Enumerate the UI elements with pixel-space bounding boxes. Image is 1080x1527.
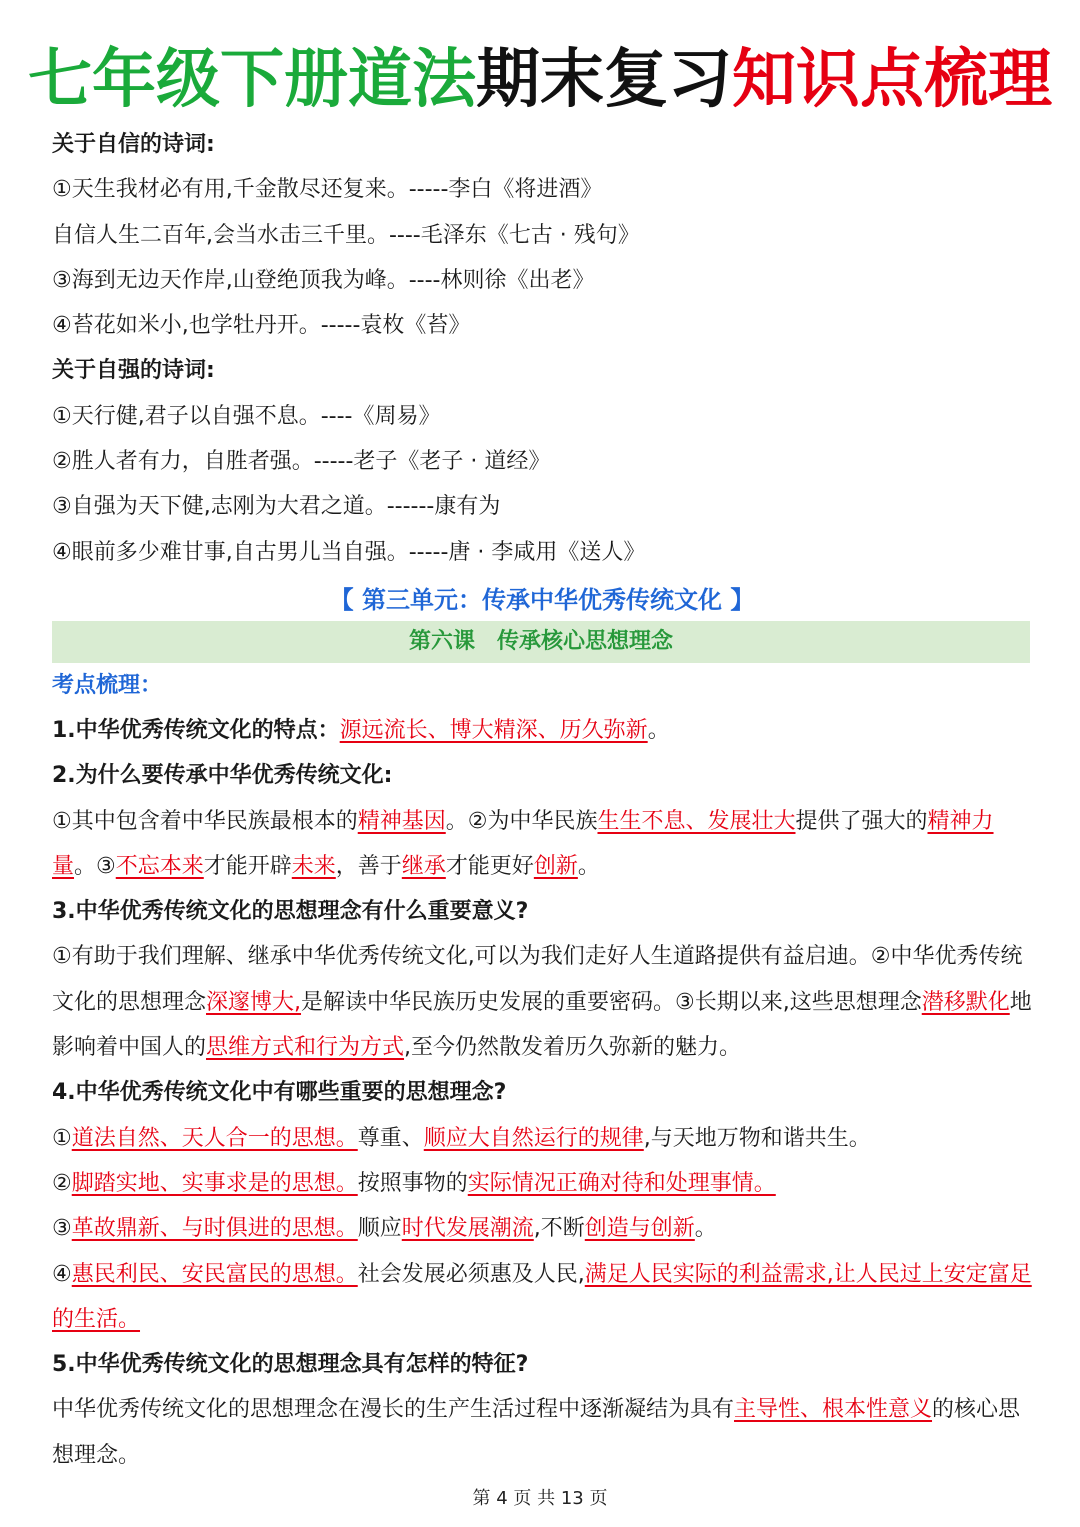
text: ①有助于我们理解、继承中华优秀传统文化,可以为我们走好人生道路提供有益启迪。②中华优秀传统文化的思想理念	[52, 944, 1023, 1015]
text: 提供了强大的	[795, 808, 928, 834]
item-number: ②	[52, 1170, 72, 1196]
text: 是解读中华民族历史发展的重要密码。③长期以来,这些思想理念	[301, 989, 922, 1015]
poem-line: ③海到无边天作岸,山登绝顶我为峰。----林则徐《出老》	[52, 267, 595, 293]
kaodian-label: 考点梳理：	[52, 672, 163, 698]
text: 社会发展必须惠及人民,	[357, 1261, 585, 1287]
poem-line: ④眼前多少难甘事,自古男儿当自强。-----唐 · 李咸用《送人》	[52, 539, 646, 565]
highlight: 继承	[401, 853, 446, 879]
text: ,与天地万物和谐共生。	[643, 1125, 871, 1151]
highlight: 创造与创新	[584, 1216, 695, 1242]
text: 顺应	[357, 1216, 402, 1242]
text: 。	[694, 1216, 717, 1242]
highlight: 创新	[533, 853, 578, 879]
text: 按照事物的	[357, 1170, 468, 1196]
q3-question: 3.中华优秀传统文化的思想理念有什么重要意义?	[52, 899, 529, 925]
highlight: 满足人民实际的利益需求,让人民过上安定富足的生活。	[52, 1261, 1032, 1332]
text: ，善于	[335, 853, 402, 879]
q4-item-3	[52, 1206, 1032, 1251]
text: 。③	[74, 853, 116, 879]
poem-line: ②胜人者有力，自胜者强。-----老子《老子 · 道经》	[52, 449, 551, 475]
highlight: 革故鼎新、与时俱进的思想。	[71, 1216, 358, 1242]
q4-item-4	[52, 1252, 1032, 1343]
page-title	[0, 40, 1080, 120]
text: 地影响着中国人的	[52, 989, 1032, 1061]
item-number: ①	[52, 1125, 72, 1151]
poem-line: ④苔花如米小,也学牡丹开。-----袁枚《苔》	[52, 313, 471, 339]
highlight: 精神力量	[52, 808, 994, 879]
text: 。	[647, 717, 670, 743]
item-number: ③	[52, 1216, 72, 1242]
highlight: 不忘本来	[115, 853, 204, 879]
unit-heading: 【 第三单元：传承中华优秀传统文化 】	[329, 585, 755, 614]
q4-item-2	[52, 1161, 1032, 1206]
highlight: 主导性、根本性意义	[734, 1397, 933, 1423]
q2-question: 2.为什么要传承中华优秀传统文化:	[52, 763, 393, 789]
highlight: 潜移默化	[921, 989, 1010, 1015]
q1-line	[52, 708, 1032, 753]
text: 。②为中华民族	[445, 808, 598, 834]
text: 才能更好	[445, 853, 534, 879]
title-part-red: 知识点梳理	[732, 43, 1052, 117]
q4-item-1	[52, 1116, 1032, 1161]
poem-line: ③自强为天下健,志刚为大君之道。------康有为	[52, 494, 501, 520]
poem-line: ①天生我材必有用,千金散尽还复来。-----李白《将进酒》	[52, 177, 603, 203]
text: ①其中包含着中华民族最根本的	[52, 808, 358, 834]
highlight: 生生不息、发展壮大	[597, 808, 796, 834]
highlight: 精神基因	[357, 808, 446, 834]
text: 。	[577, 853, 600, 879]
q5-question: 5.中华优秀传统文化的思想理念具有怎样的特征?	[52, 1352, 529, 1378]
highlight: 深邃博大,	[206, 989, 302, 1015]
q4-question: 4.中华优秀传统文化中有哪些重要的思想理念?	[52, 1080, 507, 1106]
title-part-black: 期末复习	[476, 43, 732, 117]
highlight: 顺应大自然运行的规律	[423, 1125, 644, 1151]
highlight: 思维方式和行为方式	[206, 1035, 405, 1061]
title-part-green: 七年级下册道法	[28, 43, 476, 117]
highlight: 时代发展潮流	[401, 1216, 534, 1242]
text: ,至今仍然散发着历久弥新的魅力。	[404, 1035, 742, 1061]
text: ,不断	[533, 1216, 585, 1242]
q3-answer	[52, 934, 1032, 1070]
selfstrength-heading: 关于自强的诗词:	[52, 358, 215, 384]
q5-answer	[52, 1387, 1032, 1478]
poem-line: 自信人生二百年,会当水击三千里。----毛泽东《七古 · 残句》	[52, 222, 640, 248]
text: 才能开辟	[203, 853, 292, 879]
highlight: 脚踏实地、实事求是的思想。	[71, 1170, 358, 1196]
highlight: 惠民利民、安民富民的思想。	[71, 1261, 358, 1287]
highlight: 未来	[291, 853, 336, 879]
highlight: 实际情况正确对待和处理事情。	[467, 1170, 776, 1196]
highlight: 道法自然、天人合一的思想。	[71, 1125, 358, 1151]
lesson-banner: 第六课 传承核心思想理念	[52, 621, 1030, 663]
page-number: 第 4 页 共 13 页	[472, 1488, 608, 1509]
q2-answer	[52, 799, 1032, 890]
document-body	[52, 122, 1032, 1478]
text: 中华优秀传统文化的思想理念在漫长的生产生活过程中逐渐凝结为具有	[52, 1397, 735, 1423]
text: 的核心思想理念。	[52, 1397, 1021, 1468]
poem-line: ①天行健,君子以自强不息。----《周易》	[52, 403, 441, 429]
item-number: ④	[52, 1261, 72, 1287]
text: 尊重、	[357, 1125, 424, 1151]
q1-question: 1.中华优秀传统文化的特点：	[52, 717, 340, 743]
highlight: 源远流长、博大精深、历久弥新	[339, 717, 648, 743]
confidence-heading: 关于自信的诗词:	[52, 132, 215, 157]
